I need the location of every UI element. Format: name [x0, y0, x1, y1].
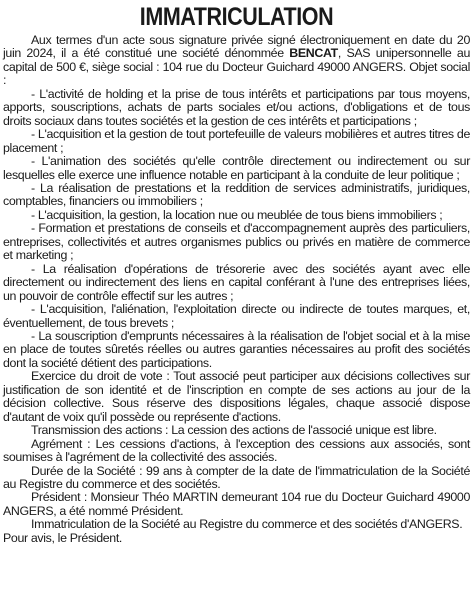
- object-item-services: - La réalisation de prestations et la reddition de services administratifs, juridiques, comptables, financiers ou immobiliers ;: [3, 180, 470, 209]
- object-item-loans: - La souscription d'emprunts nécessaires à la réalisation de l'objet social et à la mise en place de toutes sûretés réelles ou autres garanties nécessaires au profit des sociétés dont la société détient des participations.: [3, 328, 470, 370]
- share-transfer-paragraph: Transmission des actions : La cession des actions de l'associé unique est libre.: [31, 423, 437, 438]
- closing-line: Pour avis, le Président.: [3, 530, 123, 545]
- object-item-animation: - L'animation des sociétés qu'elle contrôle directement ou indirectement ou sur lesquelles elle exerce une influence notable en participant à la conduite de leur politique ;: [3, 154, 470, 182]
- president-paragraph: Président : Monsieur Théo MARTIN demeurant 104 rue du Docteur Guichard 49000 ANGERS, a été nommé Président.: [3, 490, 470, 518]
- duration-paragraph: Durée de la Société : 99 ans à compter de la date de l'immatriculation de la Société au Registre du commerce et des sociétés.: [3, 463, 470, 491]
- intro-text-end: , SAS unipersonnelle au capital de 500 €, siège social : 104 rue du Docteur Guichard 49000 ANGERS. Objet social :: [3, 46, 470, 88]
- voting-rights-paragraph: Exercice du droit de vote : Tout associé peut participer aux décisions collectives sur justification de son identité et de l'inscription en compte de ses actions au jour de la décision collective. Sous réserve des dispositions légales, chaque associé dispose d'autant de voix qu'il possède ou représente d'actions.: [3, 369, 470, 424]
- notice-title: IMMATRICULATION: [139, 3, 334, 31]
- object-item-portfolio: - L'acquisition et la gestion de tout portefeuille de valeurs mobilières et autres titres de placement ;: [3, 127, 470, 155]
- object-item-trademarks: - L'acquisition, l'aliénation, l'exploitation directe ou indirecte de toutes marques, et, éventuellement, de tous brevets ;: [3, 302, 470, 330]
- intro-text: Aux termes d'un acte sous signature privée signé électroniquement en date du 20 juin 2024, il a été constitué une société dénommée: [3, 33, 470, 61]
- object-item-holding: - L'activité de holding et la prise de tous intérêts et participations par tous moyens, apports, souscriptions, achats de parts sociales et/ou actions, d'obligations et de tous droits sociaux dans toutes sociétés et la gestion de ces intérêts et participations ;: [3, 86, 470, 128]
- registration-paragraph: Immatriculation de la Société au Registre du commerce et des sociétés d'ANGERS.: [31, 517, 463, 532]
- object-item-real-estate: - L'acquisition, la gestion, la location nue ou meublée de tous biens immobiliers ;: [31, 207, 443, 222]
- company-name: BENCAT: [289, 46, 338, 61]
- approval-paragraph: Agrément : Les cessions d'actions, à l'exception des cessions aux associés, sont soumises à l'agrément de la collectivité des associés.: [3, 436, 470, 465]
- object-item-treasury: - La réalisation d'opérations de trésorerie avec des sociétés ayant avec elle directement ou indirectement des liens en capital conférant à l'une des entreprises liées, un pouvoir de contrôle effectif sur les autres ;: [3, 261, 470, 303]
- object-item-consulting: - Formation et prestations de conseils et d'accompagnement auprès des particuliers, entreprises, collectivités et autres organismes publics ou privés en matière de commerce et marketing ;: [3, 221, 470, 263]
- notice-body: [3, 34, 470, 545]
- intro-paragraph: [3, 34, 470, 88]
